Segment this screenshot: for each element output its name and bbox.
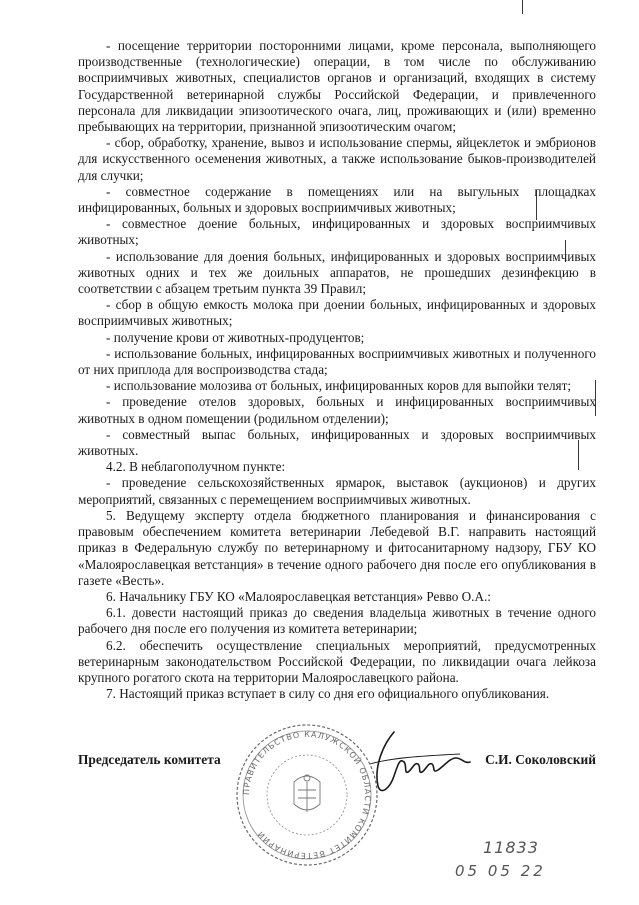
registration-date: 05 05 22: [455, 862, 546, 880]
paragraph: - совместное доение больных, инфицированных и здоровых восприимчивых животных;: [78, 216, 596, 248]
paragraph: - получение крови от животных-продуцентов;: [106, 329, 365, 345]
paragraph: - посещение территории посторонними лицами, кроме персонала, выполняющего производственные (технологические) операции, в том числе по обслуживанию восприимчивых животных, специалистов органов и организаций, входящих в систему Государственной ветеринарной службы Российской Федерации, и привлеченного персонала для ликвидации эпизоотического очага, лиц, проживающих и (или) временно пребывающих на территории, признанной эпизоотическим очагом;: [78, 38, 596, 135]
paragraph: - использование молозива от больных, инфицированных коров для выпойки телят;: [106, 378, 572, 394]
paragraph: - совместное содержание в помещениях или на выгульных площадках инфицированных, больных и здоровых восприимчивых животных;: [78, 183, 596, 216]
signatory-name: С.И. Соколовский: [485, 752, 596, 767]
registration-marks: [455, 838, 595, 883]
scan-artifact-line: [522, 0, 523, 14]
coat-of-arms-icon: [294, 775, 320, 812]
paragraph: - сбор, обработку, хранение, вывоз и использование спермы, яйцеклеток и эмбрионов для искусственного осеменения животных, а также использование быков-производителей для случки;: [78, 135, 596, 183]
paragraph: - совместный выпас больных, инфицированных и здоровых восприимчивых животных.: [78, 426, 596, 459]
document-body: [78, 38, 596, 702]
seal-text: ПРАВИТЕЛЬСТВО КАЛУЖСКОЙ ОБЛАСТИ КОМИТЕТ ВЕТЕРИНАРИИ: [241, 729, 373, 861]
paragraph: - использование больных, инфицированных восприимчивых животных и полученного от них приплода для воспроизводства стада;: [78, 345, 596, 378]
paragraph: 5. Ведущему эксперту отдела бюджетного планирования и финансирования с правовым обеспечением комитета ветеринарии Лебедевой В.Г. направить настоящий приказ в Федеральную службу по ветеринарному и фитосанитарному надзору, ГБУ КО «Малоярославецкая ветстанция» в течение одного рабочего дня после его опубликования в газете «Весть».: [78, 507, 596, 588]
paragraph: - использование для доения больных, инфицированных и здоровых восприимчивых животных одних и тех же доильных аппаратов, не прошедших дезинфекцию в соответствии с абзацем третьим пункта 39 Правил;: [78, 248, 596, 297]
paragraph: - проведение сельскохозяйственных ярмарок, выставок (аукционов) и других мероприятий, связанных с перемещением восприимчивых животных.: [78, 475, 596, 507]
paragraph: 6.2. обеспечить осуществление специальных мероприятий, предусмотренных ветеринарным законодательством Российской Федерации, по ликвидации очага лейкоза крупного рогатого скота на территории Малоярославецкого района.: [78, 637, 596, 685]
paragraph: - сбор в общую емкость молока при доении больных, инфицированных и здоровых восприимчивых животных;: [78, 297, 596, 329]
signature-block: [78, 752, 596, 772]
paragraph: - проведение отелов здоровых, больных и инфицированных восприимчивых животных в одном помещении (родильном отделении);: [78, 394, 596, 426]
paragraph: 6. Начальнику ГБУ КО «Малоярославецкая ветстанция» Ревво О.А.:: [106, 588, 491, 604]
paragraph: 4.2. В неблагополучном пункте:: [106, 459, 286, 475]
signatory-title: Председатель комитета: [78, 752, 221, 767]
paragraph: 7. Настоящий приказ вступает в силу со дня его официального опубликования.: [106, 686, 550, 702]
paragraph: 6.1. довести настоящий приказ до сведения владельца животных в течение одного рабочего дня после его получения из комитета ветеринарии;: [78, 605, 596, 637]
registration-number: 11833: [483, 838, 539, 857]
